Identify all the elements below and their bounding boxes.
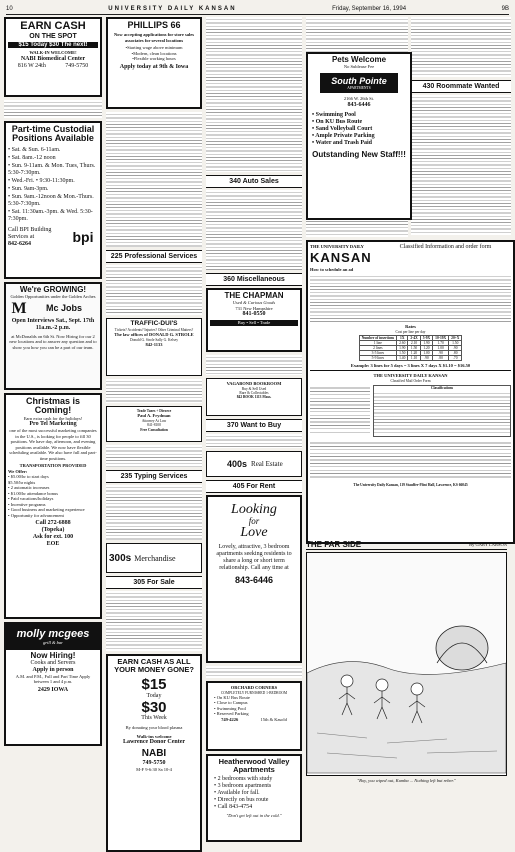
shift-item: • Sun. 9am.-12noon & Mon.-Thurs. 5:30-7:30pm.	[8, 193, 94, 207]
orchard-sub: COMPLETELY FURNISHED 1-BEDROOM	[220, 690, 288, 695]
phillips-ad	[106, 17, 202, 109]
column-1	[4, 17, 102, 794]
love-phone: 843-6446	[234, 575, 274, 585]
earn-cash-title: EARN CASH	[20, 20, 86, 32]
protel-offer: We Offer:	[8, 468, 28, 474]
donor-walkin: Walk-ins welcome	[136, 733, 172, 739]
phillips-title: PHILLIPS 66	[127, 20, 181, 30]
benefit-item: • 2 automatic increases	[8, 485, 50, 491]
donor-hours: M-F 9-6:30 Sa 10-4	[136, 766, 172, 772]
love-title-3: Love	[240, 525, 268, 540]
shift-item: • Sun. 9-11am. & Mon. Tues, Thurs. 5:30-7:30pm.	[8, 162, 96, 176]
rates-example: Example: 3 lines for 5 days = 3 lines X 7 days X $1.10 = $16.50	[350, 362, 471, 368]
table-row: 2 lines 1.90 1.50 1.20 1.00 .90	[359, 345, 462, 350]
shift-item: • Sat. 11:30am.-3pm. & Wed. 5:30-7:30pm.	[8, 208, 93, 222]
classified-text	[106, 591, 202, 651]
classified-text	[411, 95, 511, 235]
section-header-225: 225 Professional Services	[106, 250, 202, 263]
page-date: Friday, September 16, 1994	[332, 6, 407, 12]
shift-item: • Wed.-Fri. • 9:30-11:30pm.	[8, 177, 75, 184]
kansan-logo: KANSAN	[310, 249, 372, 265]
paper-name: UNIVERSITY DAILY KANSAN	[108, 6, 237, 12]
shift-item: • Sat. 8am.-12 noon	[8, 154, 56, 161]
vagabond-address: 842 BOOK 1113 Mass.	[236, 395, 272, 400]
section-header-360: 360 Miscellaneous	[206, 273, 302, 286]
far-side-title: THE FAR SIDE	[306, 540, 362, 549]
vagabond-title: VAGABOND BOOKROOM	[226, 381, 282, 386]
earn-cash-sub: ON THE SPOT	[29, 32, 77, 40]
orchard-phone: 749-4226	[221, 716, 239, 722]
donor-today: Today	[146, 692, 162, 699]
form-title: THE UNIVERSITY DAILY KANSAN	[373, 373, 448, 379]
trade-attorney: Paul A. Frydman	[137, 413, 171, 419]
kansan-order-form	[306, 240, 515, 544]
classified-text	[106, 112, 202, 247]
classified-text	[4, 100, 102, 118]
trade-phone: 841-8100	[147, 423, 161, 428]
south-pointe-sub: APARTMENTS	[347, 85, 371, 90]
mollys-apply: Apply in person	[32, 666, 74, 673]
south-pointe-item: • Water and Trash Paid	[312, 139, 373, 146]
table-row: 5-9 lines 1.40 1.10 .90 .80 .70	[359, 355, 462, 360]
merchandise-label: Merchandise	[134, 553, 176, 563]
classified-text	[106, 445, 202, 467]
merchandise-num: 300s	[109, 552, 132, 564]
column-3	[206, 17, 302, 818]
nabi-address: 816 W 24th	[17, 62, 46, 69]
trade-free: Free Consultation	[140, 427, 168, 432]
chapman-address: 731 New Hampshire	[235, 305, 273, 311]
section-header-430: 430 Roommate Wanted	[411, 80, 511, 93]
classified-text	[106, 379, 202, 403]
frydman-ad	[106, 406, 202, 442]
donor-center: Lawrence Donor Center	[122, 739, 186, 746]
south-pointe-address: 2166 W. 26th St.	[343, 96, 375, 102]
section-header-370: 370 Want to Buy	[206, 419, 302, 432]
orchard-item: • Reserved Parking	[214, 711, 249, 717]
mcjobs-sub: Golden Opportunities under the Golden Arches	[10, 294, 96, 300]
donor-phone: 749-5750	[142, 759, 166, 766]
traffic-dui-ad	[106, 318, 202, 376]
page-header	[6, 4, 509, 15]
rate-col-header: 10-19X	[433, 335, 449, 340]
phillips-item: •Flexible working hours	[132, 56, 176, 62]
vagabond-ad	[206, 378, 302, 416]
south-pointe-phone: 843-6446	[347, 101, 371, 108]
earn-cash-amount: $15 Today $30 The next!	[8, 42, 98, 48]
kansan-form-title: Classified Information and order form	[399, 244, 492, 250]
classified-text	[106, 265, 202, 315]
pets-title: Pets Welcome	[331, 55, 387, 64]
kansan-univ: THE UNIVERSITY DAILY	[310, 244, 364, 249]
table-row: 1 line 2.60 2.10 1.90 1.70 1.50	[359, 340, 462, 345]
kansan-how: How to schedule an ad	[310, 266, 354, 272]
custodial-title: Part-time Custodial Positions Available	[11, 124, 95, 144]
benefit-item: • Paid vacations/holidays	[8, 496, 54, 502]
far-side-drawing	[306, 552, 507, 776]
classified-text	[106, 485, 202, 540]
nabi-logo: NABI	[141, 748, 167, 760]
heatherwood-tag: "Don't get left out in the cold."	[226, 812, 282, 818]
rate-col-header: 1X	[397, 335, 408, 340]
golden-arches-icon: M	[11, 299, 27, 317]
table-row: 3-5 lines 1.50 1.20 1.00 .90 .80	[359, 350, 462, 355]
section-header-340: 340 Auto Sales	[206, 175, 302, 188]
mollys-hiring: Now Hiring!	[30, 650, 76, 660]
form-lines[interactable]	[310, 385, 370, 435]
classified-text	[206, 434, 302, 448]
donor-amount-2: $30	[141, 698, 167, 716]
trade-role: Attorney At Law	[141, 418, 167, 423]
chapman-phone: 841-0550	[242, 311, 266, 318]
benefit-item: • $5.00/hr to start days	[8, 474, 49, 480]
christmas-sub: Earn extra cash for the holidays!	[23, 415, 83, 421]
chapman-title: THE CHAPMAN	[224, 291, 284, 300]
nabi-phone: 749-5750	[65, 62, 89, 69]
column-2	[106, 17, 202, 794]
far-side-byline: By GARY LARSON	[469, 541, 507, 547]
love-title-1: Looking	[231, 502, 277, 517]
classified-text	[206, 190, 302, 270]
section-header-235: 235 Typing Services	[106, 470, 202, 483]
classifications-list	[374, 391, 510, 433]
form-fields[interactable]	[310, 440, 511, 480]
phillips-apply: Apply today at 9th & Iowa	[119, 63, 189, 70]
classified-text	[206, 17, 302, 172]
vagabond-sub: Buy & Sell Used	[241, 386, 267, 391]
orchard-title: ORCHARD CORNERS	[230, 685, 278, 690]
protel-desc: one of the most successful marketing companies in the U.S., is looking for people to fill 30 positions. We have day, afternoon, and evening positions available. We now have flexible scheduling available. We also have full and part-time positions.	[9, 428, 97, 461]
rate-col-header: 20+X	[449, 335, 462, 340]
south-pointe-item: • On KU Bus Route	[312, 118, 363, 125]
phillips-item: •Modern, clean locations	[131, 50, 177, 56]
mcjobs-title: We're GROWING!	[19, 285, 87, 294]
protel-name: Pro Tel Marketing	[29, 421, 77, 428]
orchard-item: • Swimming Pool	[214, 705, 246, 711]
traffic-phone: 842-1133	[145, 342, 163, 348]
section-header-305: 305 For Sale	[106, 576, 202, 589]
classifications-title: Classifications	[430, 386, 454, 391]
mollys-hours: A.M. and P.M., Full and Part Time Apply between 1 and 4 p.m.	[15, 673, 91, 685]
realestate-label: Real Estate	[251, 460, 283, 468]
chapman-tag: Buy • Sell • Trade	[210, 320, 298, 326]
heatherwood-title: Heatherwood Valley Apartments	[218, 757, 290, 774]
rates-table	[359, 335, 463, 361]
heatherwood-item: • Call 843-4754	[214, 803, 253, 810]
looking-for-love-ad	[206, 495, 302, 663]
protel-ad	[4, 393, 102, 619]
orchard-address: 15th & Kasold	[260, 716, 287, 722]
heatherwood-item: • Available for fall.	[214, 789, 260, 796]
form-sub: Classified Mail Order Form	[390, 378, 431, 383]
benefit-item: • Incentive programs	[8, 501, 46, 507]
classified-text	[206, 666, 302, 678]
vagabond-items: Rare & Collectables	[239, 390, 269, 395]
mcjobs-open: Open Interviews Sat., Sept. 17th 11a.m.-2 p.m.	[11, 317, 95, 331]
heatherwood-item: • 3 bedroom apartments	[214, 782, 272, 789]
protel-transport: TRANSPORTATION PROVIDED	[19, 463, 87, 469]
protel-city: (Topeka)	[41, 527, 65, 534]
cartoon-illustration	[307, 553, 506, 773]
custodial-ad	[4, 121, 102, 279]
orchard-item: • On KU Bus Route	[214, 694, 250, 700]
benefit-item: $5.50/hr nights	[8, 479, 36, 485]
protel-ask: Ask for ext. 100	[32, 534, 74, 541]
walk-in-text: WALK-IN WELCOME!	[29, 50, 77, 56]
section-header-405: 405 For Rent	[206, 480, 302, 493]
south-pointe-ad	[306, 52, 412, 220]
realestate-num: 400s	[227, 459, 248, 469]
far-side-comic	[306, 540, 507, 794]
heatherwood-ad	[206, 754, 302, 842]
mollys-sub: grill & bar	[43, 640, 63, 645]
donor-center-ad	[106, 654, 202, 852]
mollys-ad	[4, 622, 102, 746]
chapman-ad	[206, 288, 302, 352]
shift-item: • Sat. & Sun. 6-11am.	[8, 146, 61, 153]
page-number-left: 10	[6, 6, 13, 12]
heatherwood-item: • Directly on bus route	[214, 796, 269, 803]
donor-title: EARN CASH AS ALL YOUR MONEY GONE?	[114, 657, 194, 674]
benefit-item: • Opportunity for advancement	[8, 512, 64, 518]
mollys-logo: molly mcgees	[16, 628, 90, 640]
south-pointe-logo: South Pointe	[331, 75, 387, 86]
orchard-corners-ad	[206, 681, 302, 751]
chapman-sub: Used & Curious Goods	[232, 300, 276, 306]
bpi-call: Call BPI Building Services at	[8, 226, 52, 240]
shift-item: • Sun. 9am-3pm.	[8, 185, 49, 192]
merchandise-header	[106, 543, 202, 573]
south-pointe-staff: Outstanding New Staff!!!	[312, 149, 406, 159]
traffic-title: TRAFFIC-DUI'S	[130, 320, 178, 327]
mcdonalds-ad	[4, 282, 102, 390]
love-title-2: for	[248, 516, 260, 526]
south-pointe-item: • Sand Volleyball Court	[312, 125, 373, 132]
pets-sub: No Sublease Fee	[343, 64, 375, 70]
kansan-instructions	[310, 274, 511, 322]
realestate-header	[206, 451, 302, 477]
classified-text	[411, 17, 511, 77]
heatherwood-item: • 2 bedrooms with study	[214, 775, 273, 782]
south-pointe-item: • Ample Private Parking	[312, 132, 375, 139]
mollys-address: 2429 IOWA	[37, 686, 69, 693]
donor-week: This Week	[141, 715, 167, 722]
rate-col-header: 2-4X	[408, 335, 420, 340]
traffic-names: Donald G. Strole Sally G. Kelsey	[129, 337, 178, 342]
rates-sub: Cost per line per day	[395, 329, 426, 334]
trade-title: Trade Taxes + Divorce	[136, 409, 172, 413]
love-desc: Lovely, attractive, 3 bedroom apartments seeking residents to share a long or short term relationship. Call any time at	[216, 544, 292, 571]
south-pointe-item: • Swimming Pool	[312, 111, 356, 118]
christmas-title: Christmas is Coming!	[25, 396, 81, 416]
rate-col-header: 5-9X	[420, 335, 432, 340]
protel-eoe: EOE	[46, 541, 60, 548]
rate-col-header: Number of insertions	[359, 335, 396, 340]
bpi-phone: 842-6264	[8, 240, 31, 247]
donor-by: By donating your blood plasma	[125, 725, 183, 731]
phillips-item: •Starting wage above minimum	[125, 45, 183, 51]
mollys-roles: Cooks and Servers	[30, 659, 76, 666]
donor-amount-1: $15	[141, 675, 167, 693]
mcjobs-where: at McDonalds on 6th St. Now Hiring for our 2 new locations and to answer any question and to show you how you can be a part of our team.	[9, 333, 97, 350]
classified-text	[206, 355, 302, 375]
nabi-name: NABI Biomedical Center	[20, 55, 86, 62]
benefit-item: • $1.00/hr attendance bonus	[8, 490, 59, 496]
page-number-right: 9B	[501, 6, 509, 12]
traffic-firm: The law offices of DONALD G. STROLE	[114, 332, 194, 338]
orchard-item: • Close to Campus	[214, 700, 248, 706]
bpi-logo: bpi	[72, 229, 94, 246]
rates-title: Rates	[405, 324, 416, 329]
protel-call: Call 272-6888	[35, 520, 71, 527]
phillips-tagline: Now accepting applications for store sales associates for several locations	[114, 32, 194, 43]
mcjobs-logo: Mc Jobs	[45, 303, 82, 314]
far-side-caption: "Boy, you wiped out, Kumba ... Nothing left but reber."	[357, 778, 456, 783]
benefit-item: • Good business and marketing experience	[8, 507, 85, 513]
earn-cash-ad	[4, 17, 102, 97]
form-send: The University Daily Kansan, 119 Stauffer-Flint Hall, Lawrence, KS 66045	[353, 483, 468, 488]
traffic-sub: Tickets? Accidents? Injuries? Other Criminal Matters?	[114, 327, 194, 332]
